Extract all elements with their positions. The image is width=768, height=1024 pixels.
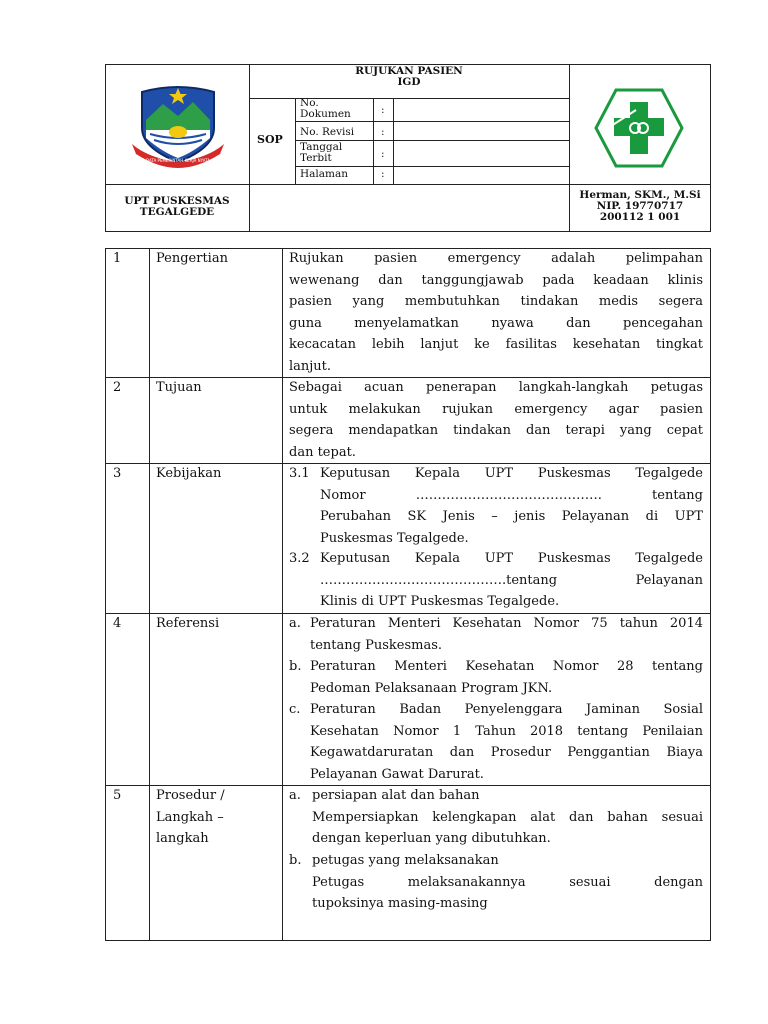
row-content-tujuan <box>289 377 703 463</box>
table-column-divider <box>282 248 283 941</box>
signer-nip-cont: 200112 1 001 <box>599 211 681 223</box>
content-line: Sebagai acuan penerapan langkah-langkah petugas <box>289 380 703 395</box>
field-colon: : <box>381 104 385 116</box>
organization-name <box>105 196 249 218</box>
header-divider <box>295 121 569 122</box>
field-label-tanggal-terbit: Tanggal Terbit <box>300 141 343 164</box>
prosedur-item <box>312 850 703 915</box>
sop-title <box>249 66 569 88</box>
emblem-ribbon-text: DATA PEMERINTAH KERJA NYATA <box>145 158 211 163</box>
row-label-kebijakan: Kebijakan <box>156 466 222 481</box>
item-marker: a. <box>289 616 301 631</box>
signer-name: Herman, SKM., M.Si <box>579 189 701 201</box>
content-line: tupoksinya masing-masing <box>312 896 488 912</box>
content-line: Keputusan Kepala UPT Puskesmas Tegalgede <box>320 551 703 566</box>
organization-line2: TEGALGEDE <box>139 206 215 218</box>
item-marker: b. <box>289 853 302 868</box>
row-label-pengertian: Pengertian <box>156 251 228 266</box>
row-number: 4 <box>113 616 122 631</box>
content-line: Kesehatan Nomor 1 Tahun 2018 tentang Penilaian <box>310 723 703 739</box>
regency-emblem-logo <box>128 82 228 168</box>
content-line: untuk melakukan rujukan emergency agar pasien <box>289 401 703 417</box>
content-line: Nomor ……………………………………. tentang <box>320 487 703 503</box>
content-line: dan tepat. <box>289 444 356 460</box>
content-line: petugas yang melaksanakan <box>312 853 499 868</box>
content-line: Peraturan Menteri Kesehatan Nomor 28 tentang <box>310 659 703 674</box>
content-line: Pedoman Pelaksanaan Program JKN. <box>310 680 553 696</box>
item-marker: 3.1 <box>289 466 310 481</box>
field-label-no-dokumen <box>300 98 351 120</box>
sop-title-line1: RUJUKAN PASIEN <box>355 65 463 77</box>
field-label-halaman: Halaman <box>300 168 349 180</box>
content-line: Pelayanan Gawat Darurat. <box>310 766 484 782</box>
table-column-divider <box>149 248 150 941</box>
content-line: wewenang dan tanggungjawab pada keadaan klinis <box>289 272 703 288</box>
puskesmas-logo <box>594 88 684 168</box>
header-divider <box>295 166 569 167</box>
referensi-item <box>310 699 703 785</box>
content-line: Puskesmas Tegalgede. <box>320 530 469 546</box>
field-colon: : <box>381 148 385 160</box>
header-divider <box>393 98 394 184</box>
row-number: 2 <box>113 380 122 395</box>
content-line: dengan keperluan yang dibutuhkan. <box>312 831 551 847</box>
item-marker: a. <box>289 788 301 803</box>
kebijakan-item <box>320 548 703 613</box>
content-line: persiapan alat dan bahan <box>312 788 480 803</box>
prosedur-item <box>312 785 703 850</box>
content-line: Mempersiapkan kelengkapan alat dan bahan sesuai <box>312 809 703 825</box>
item-marker: 3.2 <box>289 551 310 566</box>
item-marker: c. <box>289 702 301 717</box>
field-label-text: No. Dokumen <box>300 97 351 120</box>
field-label-no-revisi: No. Revisi <box>300 126 355 138</box>
content-line: Kegawatdaruratan dan Prosedur Penggantian Biaya <box>310 745 703 761</box>
field-colon: : <box>381 126 385 138</box>
content-line: kecacatan lebih lanjut ke fasilitas kesehatan tingkat <box>289 337 703 353</box>
row-number: 1 <box>113 251 122 266</box>
row-label-referensi: Referensi <box>156 616 220 631</box>
label-line: Prosedur / <box>156 788 225 803</box>
content-line: Peraturan Badan Penyelenggara Jaminan Sosial <box>310 702 703 717</box>
row-number: 5 <box>113 788 122 803</box>
content-line: Keputusan Kepala UPT Puskesmas Tegalgede <box>320 466 703 481</box>
header-divider <box>249 64 250 232</box>
content-line: guna menyelamatkan nyawa dan pencegahan <box>289 315 703 331</box>
item-marker: b. <box>289 659 302 674</box>
sop-label: SOP <box>257 133 283 146</box>
signer-nip: NIP. 19770717 <box>596 200 684 212</box>
content-line: Rujukan pasien emergency adalah pelimpahan <box>289 251 703 266</box>
row-number: 3 <box>113 466 122 481</box>
content-line: Perubahan SK Jenis – jenis Pelayanan di UPT <box>320 509 703 525</box>
label-line: langkah <box>156 831 209 847</box>
content-line: …………………………………….tentang Pelayanan <box>320 572 703 588</box>
field-colon: : <box>381 168 385 180</box>
row-content-pengertian <box>289 248 703 378</box>
content-line: pasien yang membutuhkan tindakan medis segera <box>289 294 703 310</box>
header-divider <box>373 98 374 184</box>
kebijakan-item <box>320 463 703 549</box>
organization-line1: UPT PUSKESMAS <box>124 195 230 207</box>
content-line: lanjut. <box>289 358 332 374</box>
content-line: Klinis di UPT Puskesmas Tegalgede. <box>320 594 560 610</box>
content-line: segera mendapatkan tindakan dan terapi yang cepat <box>289 423 703 439</box>
row-label-tujuan: Tujuan <box>156 380 202 395</box>
row-label-prosedur <box>156 785 276 850</box>
header-divider <box>295 98 296 184</box>
content-line: tentang Puskesmas. <box>310 637 443 653</box>
content-line: Peraturan Menteri Kesehatan Nomor 75 tahun 2014 <box>310 616 703 631</box>
label-line: Langkah – <box>156 809 224 825</box>
referensi-item <box>310 656 703 699</box>
header-divider <box>569 64 570 232</box>
content-line: Petugas melaksanakannya sesuai dengan <box>312 874 703 890</box>
header-divider <box>249 98 569 99</box>
header-divider <box>105 184 711 185</box>
referensi-item <box>310 613 703 656</box>
sop-title-line2: IGD <box>397 76 421 88</box>
signer-block <box>572 190 708 223</box>
